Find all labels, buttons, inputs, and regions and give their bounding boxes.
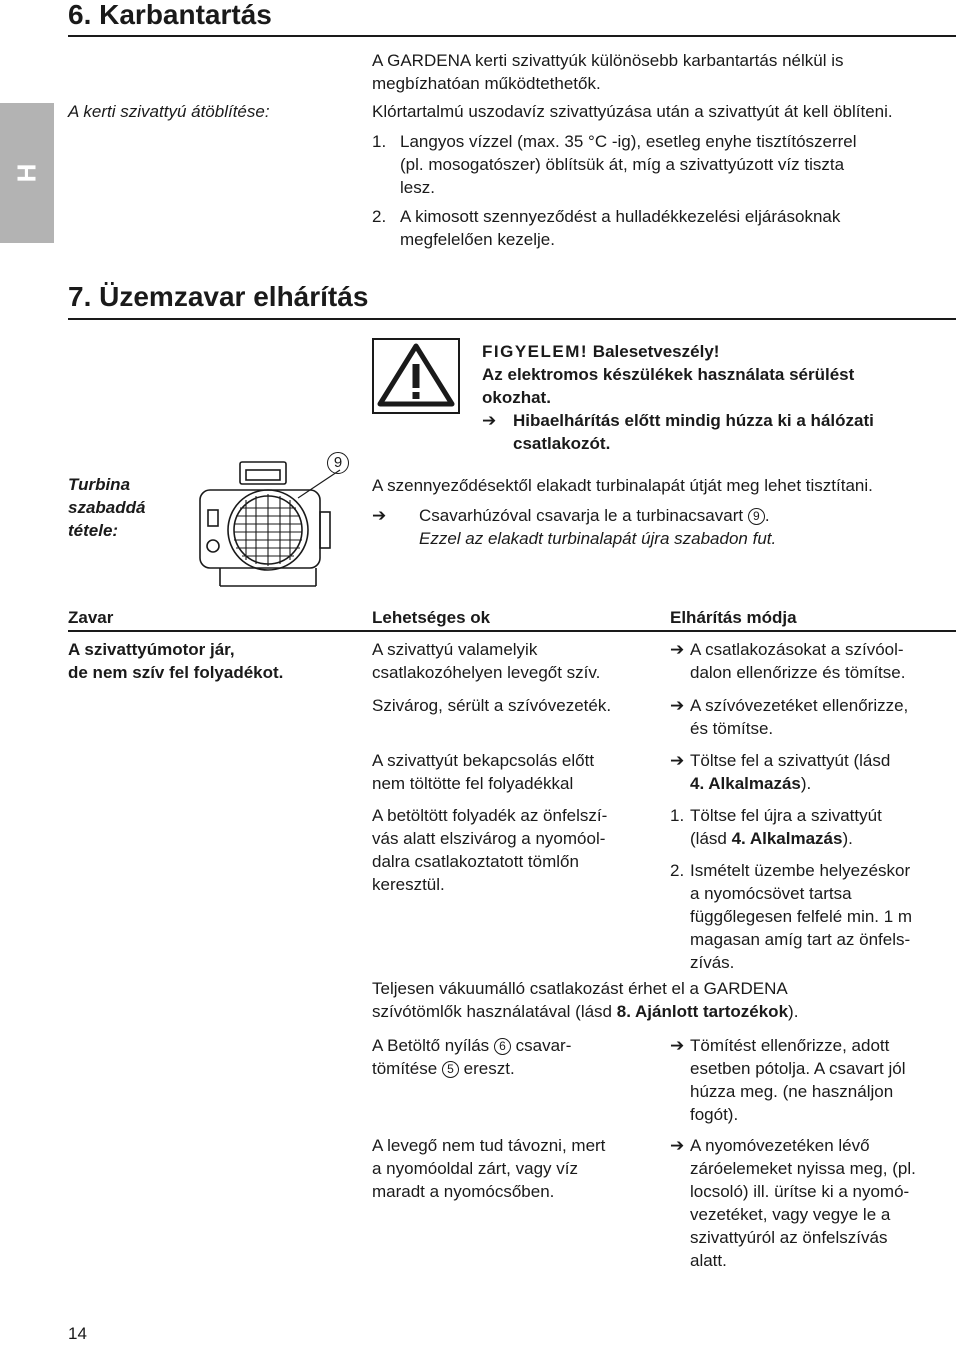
row-3-cause-line-2: nem töltötte fel folyadékkal [372,774,574,793]
warning-action-line-1: Hibaelhárítás előtt mindig húzza ki a hálózati [513,411,874,430]
row-5-cause [372,1034,571,1080]
row-6-cause-line-1: A levegő nem tud távozni, mert [372,1136,606,1155]
row-6-remedy-line-5: szivattyúról az önfelszívás [690,1228,888,1247]
row-4-step-1-number: 1. [670,806,685,825]
warning-triangle-icon [374,340,458,412]
section-7-rule [68,318,956,320]
row-4-step-1-ref: 4. Alkalmazás [731,829,843,848]
row-3-remedy-ref: 4. Alkalmazás [690,774,801,793]
intro-line-1: A GARDENA kerti szivattyúk különösebb karbantartás nélkül is [372,51,844,70]
step-2-line-2: megfelelően kezelje. [400,230,555,249]
row-4-step-1-end: ). [842,829,853,848]
row-4-step-2-line-2: a nyomócsövet tartsa [690,884,852,903]
row-4-step-2-line-4: magasan amíg tart az önfels- [690,930,911,949]
turbine-step-end: . [764,506,770,525]
turbine-label-line-2: szabaddá [68,498,146,517]
note-line-2-ref: 8. Ajánlott tartozékok [616,1002,789,1021]
row-4-cause-line-3: dalra csatlakoztatott tömlőn [372,852,579,871]
row-1-remedy-line-1: A csatlakozásokat a szívóol- [690,640,904,659]
warning-heading-rest: Balesetveszély! [592,342,720,361]
step-1-line-1: Langyos vízzel (max. 35 °C -ig), esetleg enyhe tisztítószerrel [400,132,857,151]
row-1-cause-line-2: csatlakozóhelyen levegőt szív. [372,663,601,682]
row-2-cause: Szivárog, sérült a szívóvezeték. [372,696,612,715]
arrow-right-icon: ➔ [372,506,387,525]
row-5-cause-pre: A Betöltő nyílás [372,1036,494,1055]
circled-number-5: 5 [442,1061,459,1078]
arrow-right-icon: ➔ [670,1136,685,1155]
language-tab-label: H [11,163,42,183]
step-1-line-3: lesz. [400,178,435,197]
row-4-cause-line-2: vás alatt elszivárog a nyomóol- [372,829,606,848]
warning-heading: FIGYELEM! [482,342,589,361]
section-6-rule [68,35,956,37]
section-7-title: 7. Üzemzavar elhárítás [68,281,369,312]
row-4-step-2-line-5: zívás. [690,953,735,972]
flush-label: A kerti szivattyú átöblítése: [68,102,270,121]
row-3-remedy-line-1: Töltse fel a szivattyút (lásd [690,751,891,770]
row-1-cause [372,638,600,684]
warning-text [482,340,874,455]
row-4-remedy-step-1 [670,804,882,850]
row-6-remedy [670,1134,916,1272]
arrow-right-icon: ➔ [670,640,685,659]
note-line-2-pre: szívótömlők használatával (lásd [372,1002,617,1021]
row-1-remedy [670,638,905,684]
row-3-remedy [670,749,890,795]
row-5-remedy-line-3: húzza meg. (ne használjon [690,1082,894,1101]
row-5-remedy-line-1: Tömítést ellenőrizze, adott [690,1036,890,1055]
row-4-cause-line-1: A betöltött folyadék az önfelszí- [372,806,608,825]
row-6-remedy-line-2: záróelemeket nyissa meg, (pl. [690,1159,916,1178]
fault-1 [68,638,283,684]
row-3-cause-line-1: A szivattyút bekapcsolás előtt [372,751,595,770]
fault-1-line-1: A szivattyúmotor jár, [68,640,235,659]
vacuum-note [372,977,798,1023]
row-6-cause-line-2: a nyomóoldal zárt, vagy víz [372,1159,578,1178]
step-1-line-2: (pl. mosogatószer) öblítsük át, míg a szivattyúzott víz tiszta [400,155,845,174]
row-5-remedy [670,1034,905,1126]
row-4-cause [372,804,607,896]
callout-number-9: 9 [327,452,349,474]
row-1-remedy-line-2: dalon ellenőrizze és tömítse. [690,663,906,682]
circled-number-6: 6 [494,1038,511,1055]
turbine-step-text: Csavarhúzóval csavarja le a turbinacsavart [419,506,744,525]
row-4-step-1-pre: (lásd [690,829,732,848]
row-5-remedy-line-2: esetben pótolja. A csavart jól [690,1059,906,1078]
turbine-result: Ezzel az elakadt turbinalapát újra szabadon fut. [419,529,777,548]
section-6-intro [372,49,844,95]
row-6-remedy-line-1: A nyomóvezetéken lévő [690,1136,870,1155]
note-line-2-end: ). [788,1002,799,1021]
warning-line-1: Az elektromos készülékek használata sérülést [482,365,855,384]
circled-number-9: 9 [748,508,765,525]
row-6-cause-line-3: maradt a nyomócsőben. [372,1182,555,1201]
row-5-cause-line-2-post: ereszt. [458,1059,515,1078]
turbine-label [68,473,145,542]
header-remedy: Elhárítás módja [670,608,797,627]
warning-line-2: okozhat. [482,388,551,407]
row-1-cause-line-1: A szivattyú valamelyik [372,640,538,659]
row-6-remedy-line-6: alatt. [690,1251,727,1270]
flush-text: Klórtartalmú uszodavíz szivattyúzása után a szivattyút át kell öblíteni. [372,102,893,121]
header-cause: Lehetséges ok [372,608,491,627]
note-line-1: Teljesen vákuumálló csatlakozást érhet el a GARDENA [372,979,788,998]
row-3-cause [372,749,594,795]
row-2-remedy-line-2: és tömítse. [690,719,774,738]
flush-step-2 [372,205,840,251]
turbine-step [372,504,776,550]
language-tab [0,103,54,243]
row-2-remedy [670,694,908,740]
row-4-step-2-line-3: függőlegesen felfelé min. 1 m [690,907,913,926]
row-4-step-2-line-1: Ismételt üzembe helyezéskor [690,861,911,880]
row-5-remedy-line-4: fogót). [690,1105,739,1124]
page-number: 14 [68,1324,87,1343]
section-6-title: 6. Karbantartás [68,0,272,30]
row-4-step-1-line-1: Töltse fel újra a szivattyút [690,806,882,825]
turbine-label-line-1: Turbina [68,475,131,494]
arrow-right-icon: ➔ [670,751,685,770]
row-3-remedy-end: ). [800,774,812,793]
turbine-text: A szennyeződésektől elakadt turbinalapát útját meg lehet tisztítani. [372,476,873,495]
table-header-rule [68,630,956,632]
arrow-right-icon: ➔ [670,696,685,715]
row-6-remedy-line-3: locsoló) ill. ürítse ki a nyomó- [690,1182,910,1201]
arrow-right-icon: ➔ [670,1036,685,1055]
header-fault: Zavar [68,608,114,627]
warning-action-line-2: csatlakozót. [513,434,611,453]
flush-step-1 [372,130,857,199]
row-4-remedy-step-2 [670,859,912,974]
fault-1-line-2: de nem szív fel folyadékot. [68,663,284,682]
row-5-cause-line-2-pre: tömítése [372,1059,442,1078]
turbine-label-line-3: tétele: [68,521,119,540]
row-4-step-2-number: 2. [670,861,685,880]
warning-box [372,338,460,414]
arrow-right-icon: ➔ [482,411,497,430]
intro-line-2: megbízhatóan működtethetők. [372,74,601,93]
row-2-remedy-line-1: A szívóvezetéket ellenőrizze, [690,696,909,715]
step-2-line-1: A kimosott szennyeződést a hulladékkezelési eljárásoknak [400,207,841,226]
row-4-cause-line-4: keresztül. [372,875,445,894]
step-2-number: 2. [372,207,387,226]
row-6-remedy-line-4: vezetéket, vagy vegye le a [690,1205,891,1224]
step-1-number: 1. [372,132,387,151]
row-6-cause [372,1134,605,1203]
row-5-cause-post: csavar- [510,1036,572,1055]
